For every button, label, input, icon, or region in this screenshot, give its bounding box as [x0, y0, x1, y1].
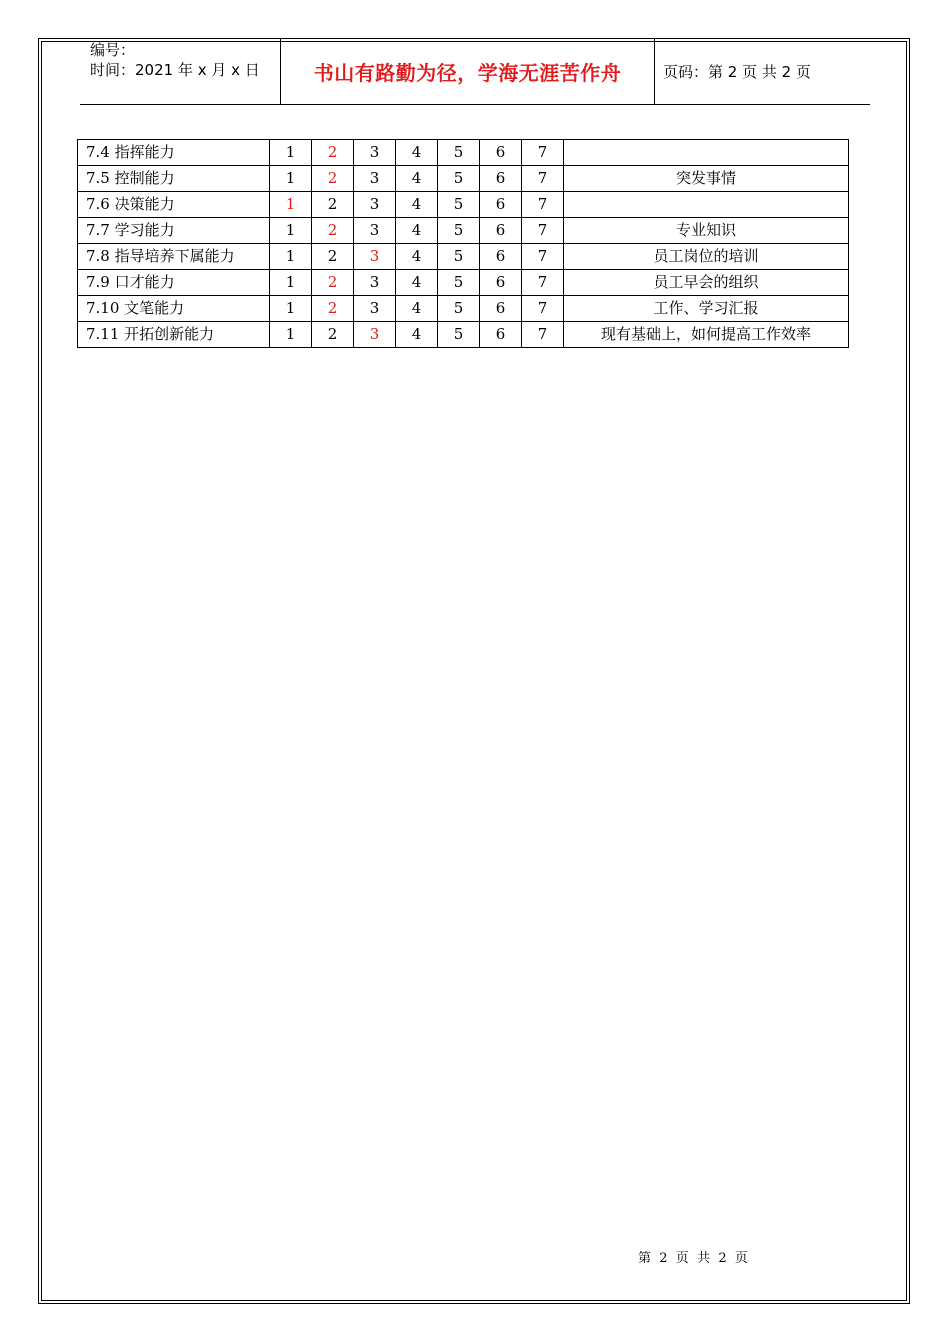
score-cell: 6 — [480, 166, 522, 192]
score-cell: 4 — [396, 192, 438, 218]
score-cell: 3 — [354, 270, 396, 296]
score-cell: 5 — [438, 192, 480, 218]
ability-name: 7.5 控制能力 — [78, 166, 270, 192]
score-cell: 4 — [396, 296, 438, 322]
score-cell: 4 — [396, 322, 438, 348]
score-cell: 6 — [480, 140, 522, 166]
page-info: 页码：第 2 页 共 2 页 — [663, 62, 811, 81]
score-cell: 2 — [312, 244, 354, 270]
table-row — [78, 296, 849, 322]
ability-name: 7.4 指挥能力 — [78, 140, 270, 166]
ability-name: 7.10 文笔能力 — [78, 296, 270, 322]
score-cell: 2 — [312, 140, 354, 166]
note-cell — [564, 192, 849, 218]
score-cell: 5 — [438, 244, 480, 270]
score-cell: 3 — [354, 192, 396, 218]
ability-name: 7.6 决策能力 — [78, 192, 270, 218]
table-row — [78, 270, 849, 296]
score-cell: 1 — [270, 322, 312, 348]
note-cell — [564, 140, 849, 166]
score-cell: 4 — [396, 166, 438, 192]
score-cell: 7 — [522, 192, 564, 218]
score-cell: 6 — [480, 192, 522, 218]
score-cell: 2 — [312, 192, 354, 218]
score-cell: 5 — [438, 166, 480, 192]
score-cell: 2 — [312, 166, 354, 192]
motto-title: 书山有路勤为径，学海无涯苦作舟 — [313, 60, 622, 85]
score-cell: 5 — [438, 218, 480, 244]
score-cell: 3 — [354, 166, 396, 192]
score-cell: 5 — [438, 322, 480, 348]
score-cell: 7 — [522, 166, 564, 192]
score-cell: 6 — [480, 296, 522, 322]
score-cell: 3 — [354, 244, 396, 270]
score-cell: 2 — [312, 270, 354, 296]
header-meta — [80, 38, 281, 104]
header-motto-cell — [281, 38, 655, 104]
table-row — [78, 140, 849, 166]
score-cell: 6 — [480, 218, 522, 244]
note-cell: 专业知识 — [564, 218, 849, 244]
table-row — [78, 166, 849, 192]
score-cell: 1 — [270, 270, 312, 296]
score-cell: 1 — [270, 166, 312, 192]
score-cell: 5 — [438, 140, 480, 166]
page-footer: 第 2 页 共 2 页 — [638, 1251, 748, 1266]
score-cell: 7 — [522, 270, 564, 296]
score-cell: 7 — [522, 218, 564, 244]
score-cell: 5 — [438, 270, 480, 296]
ability-name: 7.8 指导培养下属能力 — [78, 244, 270, 270]
ability-name: 7.11 开拓创新能力 — [78, 322, 270, 348]
note-cell: 工作、学习汇报 — [564, 296, 849, 322]
score-cell: 7 — [522, 140, 564, 166]
table-row — [78, 322, 849, 348]
score-cell: 7 — [522, 322, 564, 348]
score-cell: 7 — [522, 244, 564, 270]
number-label: 编号： — [90, 41, 136, 59]
score-cell: 1 — [270, 192, 312, 218]
score-cell: 4 — [396, 140, 438, 166]
note-cell: 突发事情 — [564, 166, 849, 192]
score-cell: 3 — [354, 296, 396, 322]
table-row — [78, 192, 849, 218]
note-cell: 员工早会的组织 — [564, 270, 849, 296]
ability-evaluation-table — [77, 139, 849, 348]
score-cell: 6 — [480, 244, 522, 270]
table-row — [78, 218, 849, 244]
score-cell: 4 — [396, 244, 438, 270]
time-label: 时间：2021 年 x 月 x 日 — [90, 61, 260, 79]
score-cell: 1 — [270, 244, 312, 270]
score-cell: 3 — [354, 140, 396, 166]
header-page-cell — [655, 38, 870, 104]
score-cell: 2 — [312, 322, 354, 348]
page-header — [80, 38, 870, 105]
score-cell: 4 — [396, 270, 438, 296]
score-cell: 6 — [480, 322, 522, 348]
table-row — [78, 244, 849, 270]
score-cell: 1 — [270, 218, 312, 244]
score-cell: 5 — [438, 296, 480, 322]
score-cell: 6 — [480, 270, 522, 296]
ability-name: 7.7 学习能力 — [78, 218, 270, 244]
note-cell: 员工岗位的培训 — [564, 244, 849, 270]
score-cell: 1 — [270, 296, 312, 322]
score-cell: 3 — [354, 218, 396, 244]
score-cell: 1 — [270, 140, 312, 166]
score-cell: 7 — [522, 296, 564, 322]
note-cell: 现有基础上，如何提高工作效率 — [564, 322, 849, 348]
ability-name: 7.9 口才能力 — [78, 270, 270, 296]
score-cell: 2 — [312, 218, 354, 244]
score-cell: 4 — [396, 218, 438, 244]
score-cell: 2 — [312, 296, 354, 322]
score-cell: 3 — [354, 322, 396, 348]
